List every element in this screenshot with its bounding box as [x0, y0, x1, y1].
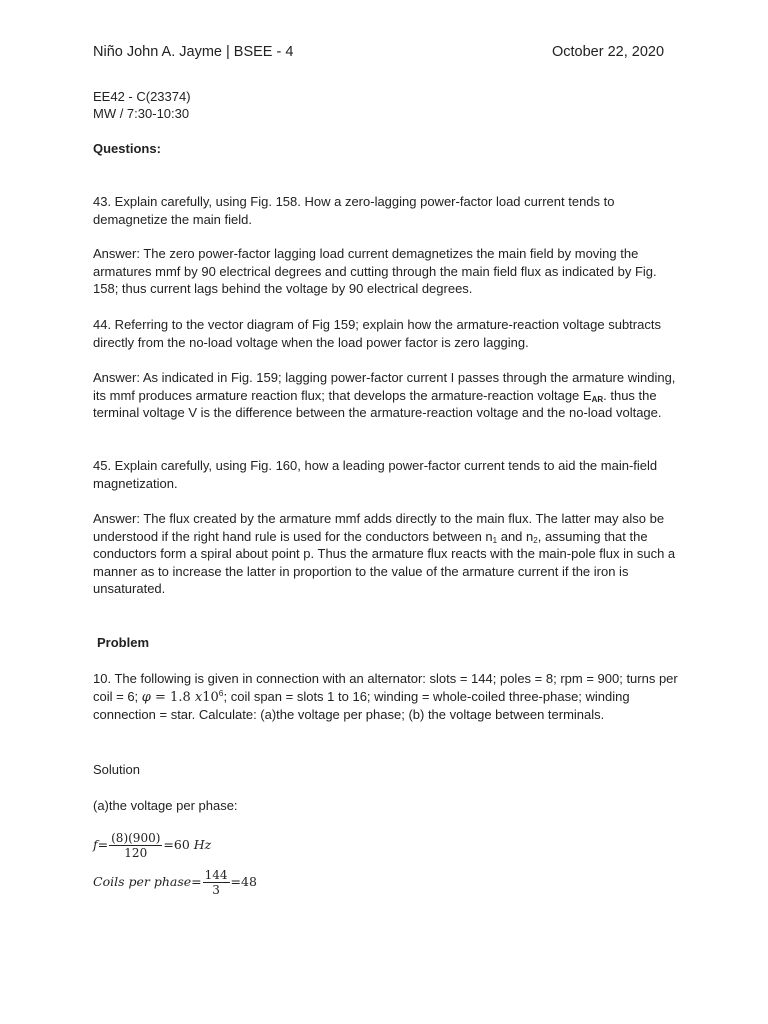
- answer-45-text-1: Answer: The flux created by the armature mmf adds directly to the main flux. The latter may also be understood if the right hand rule is used for the conductors between n: [93, 511, 665, 544]
- eq2-lhs: Coils per phase: [93, 874, 192, 889]
- question-43: 43. Explain carefully, using Fig. 158. How a zero-lagging power-factor load current tends to demagnetize the main field.: [93, 194, 615, 227]
- eq2-numerator: 144: [204, 868, 228, 882]
- eq2-fraction: [203, 868, 230, 897]
- answer-45-text-2: and n: [497, 528, 534, 544]
- eq1-lhs: f: [93, 837, 98, 852]
- n1-subscript: 1: [492, 535, 498, 545]
- eq2-result: =48: [230, 874, 257, 889]
- eq1-result: =60: [163, 837, 194, 852]
- eq1-denominator: 120: [124, 846, 148, 860]
- answer-44: [93, 369, 683, 422]
- answer-45-text-3: , assuming that the conductors form a spiral about point p. Thus the armature flux reacts with the main-pole flux in such a manner as to increase the latter in proportion to the value of the armature current if the iron is unsaturated.: [93, 528, 676, 597]
- eq1-equals: =: [97, 837, 109, 852]
- problem-10-text-2: ; coil span = slots 1 to 16; winding = whole-coiled three-phase; winding connection = star. Calculate: (a)the voltage per phase; (b) the voltage between terminals.: [93, 688, 630, 723]
- answer-43: Answer: The zero power-factor lagging load current demagnetizes the main field by moving the armatures mmf by 90 electrical degrees and cutting through the main field flux as indicated by Fig. 158; thus current lags behind the voltage by 90 electrical degrees.: [93, 246, 657, 297]
- phi-value: = 1.8: [150, 689, 195, 705]
- n2-subscript: 2: [533, 535, 538, 545]
- phi-times: x: [194, 689, 203, 705]
- answer-44-text-2: . thus the terminal voltage V is the difference between the armature-reaction voltage and the no-load voltage.: [93, 387, 662, 421]
- ear-subscript: AR: [591, 394, 604, 404]
- question-45: 45. Explain carefully, using Fig. 160, how a leading power-factor current tends to aid the main-field magnetization.: [93, 458, 658, 491]
- author-line: Niño John A. Jayme | BSEE - 4: [93, 44, 294, 60]
- solution-label: Solution: [93, 762, 140, 777]
- eq1-numerator: (8)(900): [111, 831, 161, 845]
- eq2-equals: =: [191, 874, 202, 889]
- frequency-equation: [93, 831, 211, 860]
- answer-45: [93, 510, 683, 598]
- question-44: 44. Referring to the vector diagram of Fig 159; explain how the armature-reaction voltage subtracts directly from the no-load voltage when the load power factor is zero lagging.: [93, 317, 661, 350]
- coils-per-phase-equation: [93, 868, 257, 897]
- problem-heading: Problem: [97, 635, 150, 650]
- eq1-unit: Hz: [193, 837, 212, 852]
- course-code: EE42 - C(23374): [93, 89, 191, 104]
- phi-symbol: φ: [141, 689, 151, 705]
- date-line: October 22, 2020: [552, 44, 665, 60]
- eq2-denominator: 3: [212, 883, 220, 897]
- phi-exponent: 6: [218, 687, 224, 698]
- part-a-label: (a)the voltage per phase:: [93, 798, 238, 813]
- phi-base: 10: [202, 689, 219, 705]
- answer-44-text-1: Answer: As indicated in Fig. 159; lagging power-factor current I passes through the armature winding, its mmf produces armature reaction flux; that develops the armature-reaction voltage E: [93, 370, 676, 403]
- problem-10: [93, 670, 683, 724]
- course-schedule: MW / 7:30-10:30: [93, 106, 190, 121]
- problem-10-text-1: 10. The following is given in connection with an alternator: slots = 144; poles = 8; rpm = 900; turns per coil = 6;: [93, 671, 678, 704]
- eq1-fraction: [109, 831, 162, 860]
- questions-heading: Questions:: [93, 141, 161, 156]
